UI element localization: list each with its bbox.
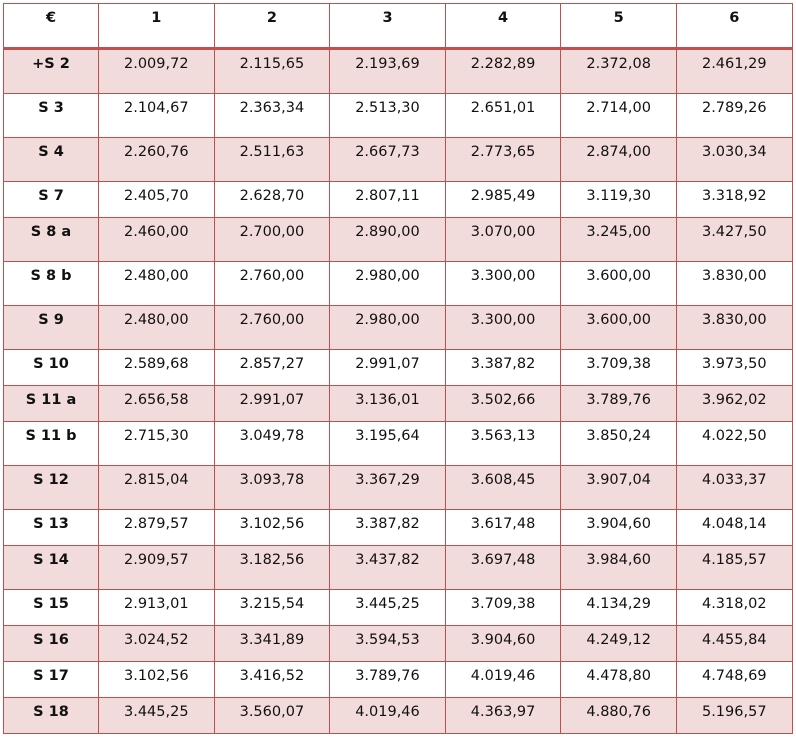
table-cell: 2.461,29 — [676, 49, 792, 94]
row-label: S 15 — [4, 590, 99, 626]
row-label: S 7 — [4, 182, 99, 218]
table-cell: 4.134,29 — [561, 590, 677, 626]
table-cell: 2.405,70 — [99, 182, 215, 218]
row-label: S 10 — [4, 350, 99, 386]
table-cell: 2.363,34 — [214, 94, 330, 138]
pay-scale-table-container — [3, 3, 792, 734]
row-label: +S 2 — [4, 49, 99, 94]
table-cell: 3.318,92 — [676, 182, 792, 218]
table-cell: 3.984,60 — [561, 546, 677, 590]
table-cell: 3.182,56 — [214, 546, 330, 590]
row-label: S 9 — [4, 306, 99, 350]
row-label: S 4 — [4, 138, 99, 182]
table-row — [4, 306, 793, 350]
table-cell: 3.830,00 — [676, 262, 792, 306]
table-cell: 3.709,38 — [561, 350, 677, 386]
table-cell: 3.445,25 — [330, 590, 446, 626]
table-cell: 2.714,00 — [561, 94, 677, 138]
table-cell: 2.104,67 — [99, 94, 215, 138]
table-cell: 3.367,29 — [330, 466, 446, 510]
table-cell: 2.913,01 — [99, 590, 215, 626]
table-cell: 3.070,00 — [445, 218, 561, 262]
table-row — [4, 546, 793, 590]
row-label: S 17 — [4, 662, 99, 698]
table-cell: 4.022,50 — [676, 422, 792, 466]
table-cell: 2.890,00 — [330, 218, 446, 262]
table-cell: 3.024,52 — [99, 626, 215, 662]
header-level-2: 2 — [214, 4, 330, 49]
pay-scale-table — [3, 3, 793, 734]
table-cell: 3.102,56 — [99, 662, 215, 698]
header-level-3: 3 — [330, 4, 446, 49]
header-level-1: 1 — [99, 4, 215, 49]
table-cell: 4.455,84 — [676, 626, 792, 662]
row-label: S 3 — [4, 94, 99, 138]
table-cell: 3.049,78 — [214, 422, 330, 466]
table-cell: 2.909,57 — [99, 546, 215, 590]
table-cell: 2.372,08 — [561, 49, 677, 94]
table-cell: 3.594,53 — [330, 626, 446, 662]
table-cell: 4.033,37 — [676, 466, 792, 510]
table-cell: 3.904,60 — [561, 510, 677, 546]
row-label: S 18 — [4, 698, 99, 734]
table-cell: 2.700,00 — [214, 218, 330, 262]
table-cell: 3.245,00 — [561, 218, 677, 262]
table-cell: 3.445,25 — [99, 698, 215, 734]
table-row — [4, 350, 793, 386]
table-cell: 3.136,01 — [330, 386, 446, 422]
table-cell: 3.437,82 — [330, 546, 446, 590]
table-cell: 3.215,54 — [214, 590, 330, 626]
table-row — [4, 138, 793, 182]
table-cell: 3.617,48 — [445, 510, 561, 546]
table-cell: 3.502,66 — [445, 386, 561, 422]
row-label: S 14 — [4, 546, 99, 590]
row-label: S 13 — [4, 510, 99, 546]
table-cell: 4.019,46 — [445, 662, 561, 698]
table-row — [4, 262, 793, 306]
table-row — [4, 386, 793, 422]
table-cell: 3.830,00 — [676, 306, 792, 350]
table-cell: 4.363,97 — [445, 698, 561, 734]
table-cell: 3.427,50 — [676, 218, 792, 262]
row-label: S 11 b — [4, 422, 99, 466]
table-row — [4, 590, 793, 626]
table-row — [4, 422, 793, 466]
table-cell: 2.980,00 — [330, 306, 446, 350]
table-cell: 2.511,63 — [214, 138, 330, 182]
table-cell: 2.513,30 — [330, 94, 446, 138]
table-cell: 2.480,00 — [99, 306, 215, 350]
table-cell: 2.656,58 — [99, 386, 215, 422]
row-label: S 8 a — [4, 218, 99, 262]
row-label: S 8 b — [4, 262, 99, 306]
table-cell: 2.815,04 — [99, 466, 215, 510]
table-cell: 3.102,56 — [214, 510, 330, 546]
table-cell: 3.962,02 — [676, 386, 792, 422]
table-cell: 3.341,89 — [214, 626, 330, 662]
table-cell: 4.478,80 — [561, 662, 677, 698]
table-cell: 2.760,00 — [214, 262, 330, 306]
table-cell: 4.318,02 — [676, 590, 792, 626]
table-row — [4, 626, 793, 662]
table-cell: 2.874,00 — [561, 138, 677, 182]
table-cell: 2.789,26 — [676, 94, 792, 138]
table-cell: 2.651,01 — [445, 94, 561, 138]
table-cell: 5.196,57 — [676, 698, 792, 734]
table-cell: 3.387,82 — [445, 350, 561, 386]
table-cell: 3.789,76 — [330, 662, 446, 698]
table-cell: 3.030,34 — [676, 138, 792, 182]
table-cell: 2.115,65 — [214, 49, 330, 94]
table-cell: 2.260,76 — [99, 138, 215, 182]
row-label: S 16 — [4, 626, 99, 662]
table-cell: 4.048,14 — [676, 510, 792, 546]
table-cell: 2.009,72 — [99, 49, 215, 94]
table-cell: 2.991,07 — [214, 386, 330, 422]
table-cell: 2.715,30 — [99, 422, 215, 466]
table-cell: 3.850,24 — [561, 422, 677, 466]
row-label: S 11 a — [4, 386, 99, 422]
table-cell: 2.193,69 — [330, 49, 446, 94]
table-cell: 3.608,45 — [445, 466, 561, 510]
header-currency: € — [4, 4, 99, 49]
table-cell: 2.667,73 — [330, 138, 446, 182]
table-cell: 2.628,70 — [214, 182, 330, 218]
table-cell: 3.195,64 — [330, 422, 446, 466]
table-cell: 3.387,82 — [330, 510, 446, 546]
table-cell: 3.300,00 — [445, 262, 561, 306]
table-row — [4, 218, 793, 262]
header-level-4: 4 — [445, 4, 561, 49]
table-cell: 3.904,60 — [445, 626, 561, 662]
table-cell: 2.282,89 — [445, 49, 561, 94]
table-cell: 4.185,57 — [676, 546, 792, 590]
table-cell: 3.119,30 — [561, 182, 677, 218]
table-cell: 3.563,13 — [445, 422, 561, 466]
header-level-6: 6 — [676, 4, 792, 49]
table-cell: 2.773,65 — [445, 138, 561, 182]
table-cell: 2.480,00 — [99, 262, 215, 306]
table-cell: 2.991,07 — [330, 350, 446, 386]
table-cell: 2.807,11 — [330, 182, 446, 218]
row-label: S 12 — [4, 466, 99, 510]
table-cell: 2.857,27 — [214, 350, 330, 386]
table-cell: 3.093,78 — [214, 466, 330, 510]
table-row — [4, 182, 793, 218]
table-row — [4, 466, 793, 510]
table-row — [4, 662, 793, 698]
table-cell: 3.973,50 — [676, 350, 792, 386]
table-cell: 4.249,12 — [561, 626, 677, 662]
table-cell: 3.789,76 — [561, 386, 677, 422]
table-cell: 4.748,69 — [676, 662, 792, 698]
table-cell: 2.760,00 — [214, 306, 330, 350]
table-cell: 2.879,57 — [99, 510, 215, 546]
header-level-5: 5 — [561, 4, 677, 49]
table-cell: 3.709,38 — [445, 590, 561, 626]
table-cell: 2.589,68 — [99, 350, 215, 386]
table-cell: 3.416,52 — [214, 662, 330, 698]
table-row — [4, 510, 793, 546]
table-cell: 3.600,00 — [561, 306, 677, 350]
table-cell: 4.880,76 — [561, 698, 677, 734]
table-cell: 3.697,48 — [445, 546, 561, 590]
header-row — [4, 4, 793, 49]
table-row — [4, 49, 793, 94]
table-cell: 3.600,00 — [561, 262, 677, 306]
table-row — [4, 698, 793, 734]
table-cell: 3.560,07 — [214, 698, 330, 734]
table-cell: 2.460,00 — [99, 218, 215, 262]
table-cell: 2.985,49 — [445, 182, 561, 218]
table-row — [4, 94, 793, 138]
table-cell: 4.019,46 — [330, 698, 446, 734]
table-cell: 3.300,00 — [445, 306, 561, 350]
table-cell: 2.980,00 — [330, 262, 446, 306]
table-cell: 3.907,04 — [561, 466, 677, 510]
